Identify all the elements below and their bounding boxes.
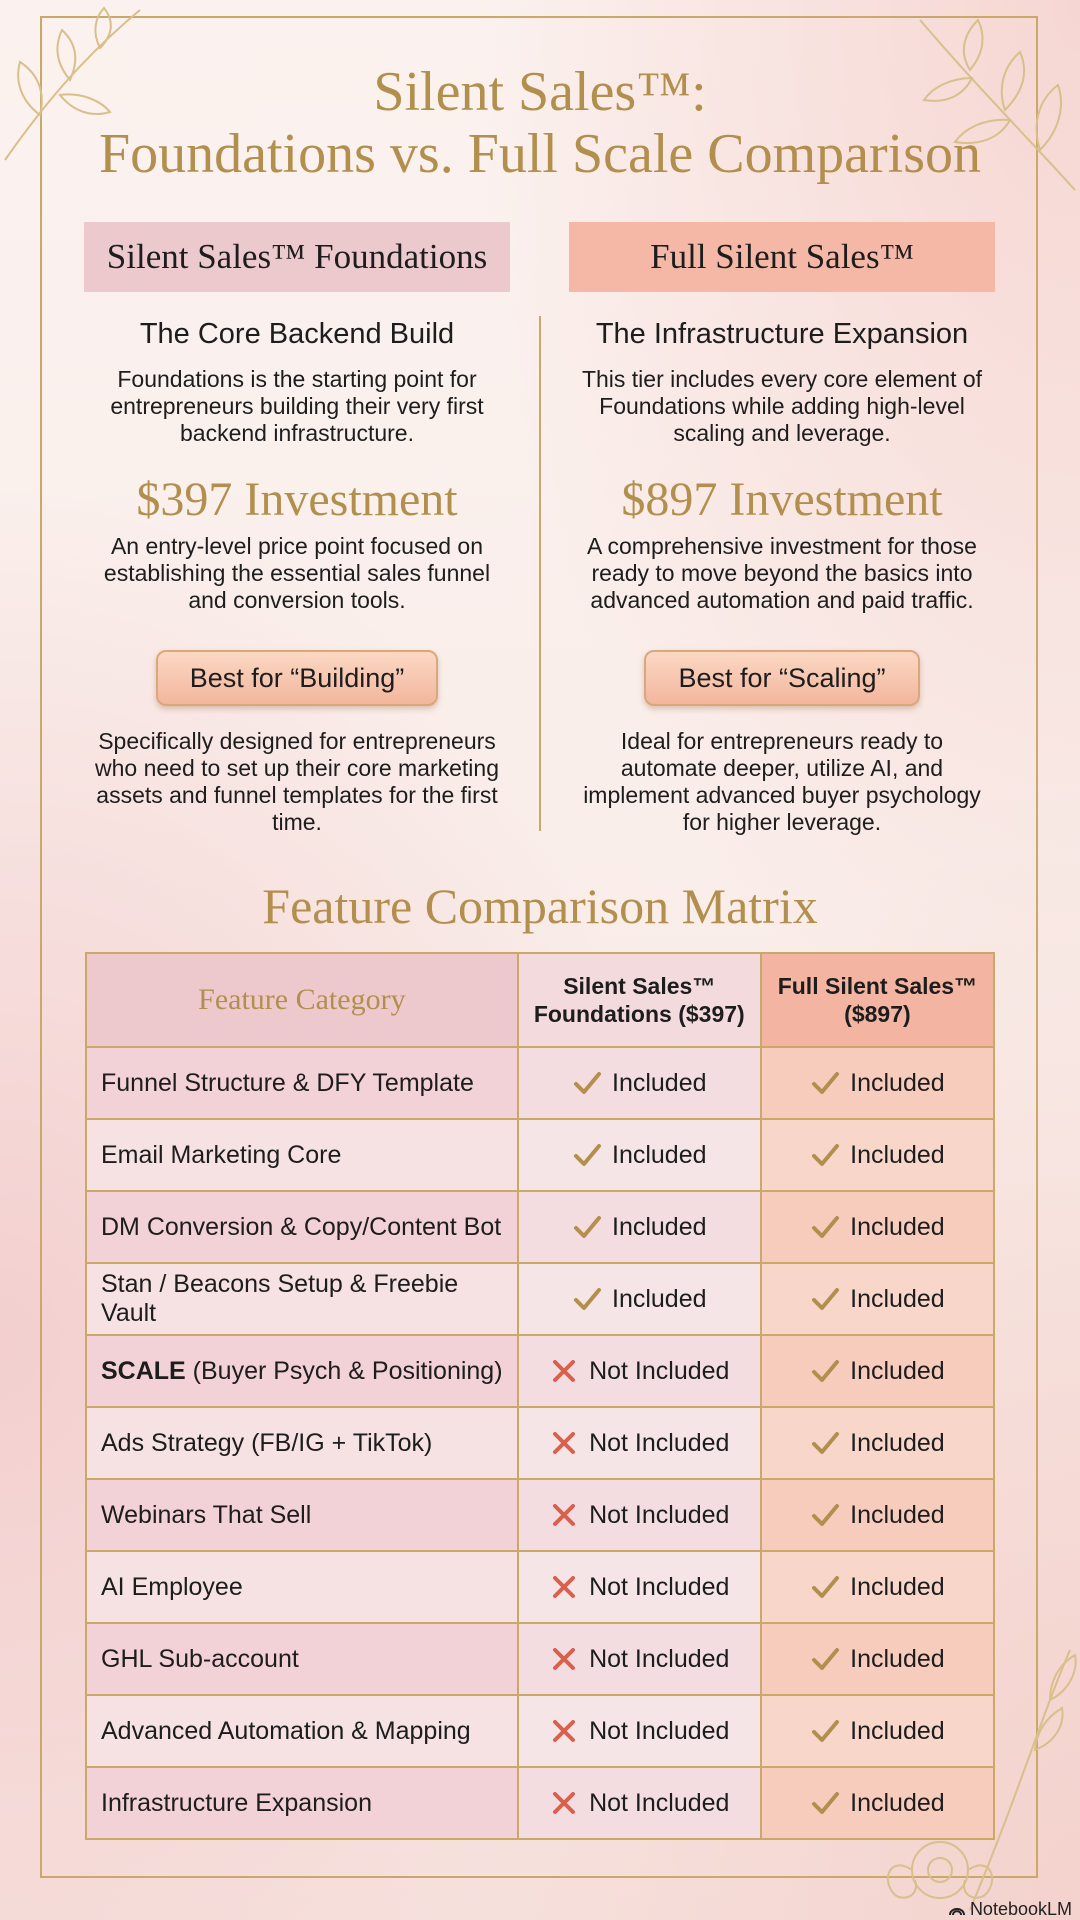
tier-foundations-price: $397 Investment [136, 473, 458, 526]
table-row [86, 1191, 994, 1263]
feature-cell [86, 1479, 518, 1551]
table-row [86, 1767, 994, 1839]
check-icon [572, 1140, 602, 1170]
header-foundations-line1: Silent Sales™ [563, 973, 716, 999]
check-icon [810, 1356, 840, 1386]
full-cell [761, 1623, 994, 1695]
cross-icon [549, 1572, 579, 1602]
foundations-cell [518, 1551, 761, 1623]
tier-full-badge: Best for “Scaling” [644, 650, 919, 706]
page-title-line1: Silent Sales™: [373, 61, 707, 123]
feature-name: DM Conversion & Copy/Content Bot [101, 1212, 502, 1241]
cross-icon [549, 1356, 579, 1386]
foundations-cell [518, 1191, 761, 1263]
foundations-cell [518, 1263, 761, 1335]
foundations-status: Not Included [589, 1572, 730, 1601]
table-row [86, 1479, 994, 1551]
feature-bold-prefix: SCALE [101, 1356, 186, 1385]
table-row [86, 1695, 994, 1767]
feature-cell [86, 1551, 518, 1623]
table-body [86, 1047, 994, 1839]
feature-name: Ads Strategy (FB/IG + TikTok) [101, 1428, 433, 1457]
check-icon [810, 1716, 840, 1746]
full-status: Included [850, 1788, 945, 1817]
feature-cell [86, 1335, 518, 1407]
table-row [86, 1119, 994, 1191]
full-status: Included [850, 1428, 945, 1457]
full-status: Included [850, 1644, 945, 1673]
foundations-status: Not Included [589, 1716, 730, 1745]
check-icon [810, 1572, 840, 1602]
foundations-status: Not Included [589, 1428, 730, 1457]
foundations-cell [518, 1479, 761, 1551]
feature-name: Stan / Beacons Setup & Freebie Vault [101, 1270, 459, 1327]
watermark [948, 1899, 1072, 1920]
header-full [761, 953, 994, 1047]
tier-foundations-badge-description: Specifically designed for entrepreneurs who need to set up their core marketing assets and funnel templates for the first time. [94, 728, 499, 835]
check-icon [810, 1212, 840, 1242]
matrix-title: Feature Comparison Matrix [262, 878, 818, 934]
feature-cell [86, 1191, 518, 1263]
cross-icon [549, 1500, 579, 1530]
full-cell [761, 1407, 994, 1479]
feature-cell [86, 1047, 518, 1119]
tier-foundations-subheading: The Core Backend Build [139, 318, 455, 350]
tier-full [569, 222, 995, 836]
check-icon [572, 1284, 602, 1314]
page-title-line2: Foundations vs. Full Scale Comparison [99, 123, 981, 185]
foundations-cell [518, 1407, 761, 1479]
check-icon [810, 1500, 840, 1530]
check-icon [810, 1788, 840, 1818]
feature-cell [86, 1407, 518, 1479]
table-header-row [86, 953, 994, 1047]
full-cell [761, 1191, 994, 1263]
foundations-status: Included [612, 1284, 707, 1313]
foundations-cell [518, 1335, 761, 1407]
feature-name: AI Employee [101, 1572, 243, 1601]
feature-comparison-table [85, 952, 995, 1840]
feature-cell [86, 1119, 518, 1191]
header-feature-category: Feature Category [86, 953, 518, 1047]
header-foundations [518, 953, 761, 1047]
feature-cell [86, 1695, 518, 1767]
table-row [86, 1263, 994, 1335]
table-row [86, 1623, 994, 1695]
feature-cell [86, 1623, 518, 1695]
full-cell [761, 1767, 994, 1839]
table-row [86, 1407, 994, 1479]
full-status: Included [850, 1716, 945, 1745]
foundations-status: Not Included [589, 1356, 730, 1385]
header-foundations-line2: Foundations ($397) [533, 1001, 745, 1027]
feature-name: Advanced Automation & Mapping [101, 1716, 471, 1745]
full-status: Included [850, 1068, 945, 1097]
table-row [86, 1047, 994, 1119]
feature-name: Infrastructure Expansion [101, 1788, 372, 1817]
tier-full-subheading: The Infrastructure Expansion [595, 318, 969, 350]
full-status: Included [850, 1140, 945, 1169]
tier-full-badge-description: Ideal for entrepreneurs ready to automate deeper, utilize AI, and implement advanced buyer psychology for higher leverage. [583, 728, 981, 835]
cross-icon [549, 1644, 579, 1674]
foundations-status: Not Included [589, 1788, 730, 1817]
table-row [86, 1335, 994, 1407]
foundations-cell [518, 1623, 761, 1695]
feature-name: Funnel Structure & DFY Template [101, 1068, 474, 1097]
foundations-status: Included [612, 1068, 707, 1097]
check-icon [810, 1140, 840, 1170]
full-cell [761, 1335, 994, 1407]
tier-foundations-price-description: An entry-level price point focused on establishing the essential sales funnel and conversion tools. [103, 533, 491, 613]
cross-icon [549, 1788, 579, 1818]
notebooklm-logo-icon [948, 1901, 966, 1919]
feature-cell [86, 1767, 518, 1839]
table-row [86, 1551, 994, 1623]
column-divider [539, 316, 541, 831]
full-cell [761, 1047, 994, 1119]
full-cell [761, 1695, 994, 1767]
foundations-status: Included [612, 1140, 707, 1169]
tier-foundations-title: Silent Sales™ Foundations [84, 222, 510, 292]
full-cell [761, 1119, 994, 1191]
full-cell [761, 1263, 994, 1335]
tier-full-title: Full Silent Sales™ [569, 222, 995, 292]
header-full-line2: ($897) [844, 1001, 911, 1027]
check-icon [810, 1644, 840, 1674]
tier-foundations-badge: Best for “Building” [156, 650, 439, 706]
foundations-cell [518, 1047, 761, 1119]
feature-name: Email Marketing Core [101, 1140, 342, 1169]
foundations-status: Not Included [589, 1644, 730, 1673]
check-icon [810, 1428, 840, 1458]
foundations-cell [518, 1695, 761, 1767]
header-full-line1: Full Silent Sales™ [777, 973, 978, 999]
tier-foundations-description: Foundations is the starting point for entrepreneurs building their very first backend infrastructure. [110, 366, 484, 446]
feature-name: Webinars That Sell [101, 1500, 312, 1529]
tier-full-description: This tier includes every core element of Foundations while adding high-level scaling and leverage. [581, 366, 983, 446]
cross-icon [549, 1428, 579, 1458]
full-status: Included [850, 1212, 945, 1241]
check-icon [810, 1284, 840, 1314]
foundations-status: Included [612, 1212, 707, 1241]
feature-name: GHL Sub-account [101, 1644, 299, 1673]
check-icon [572, 1068, 602, 1098]
check-icon [810, 1068, 840, 1098]
foundations-cell [518, 1767, 761, 1839]
full-cell [761, 1479, 994, 1551]
full-status: Included [850, 1284, 945, 1313]
full-status: Included [850, 1500, 945, 1529]
tier-full-price: $897 Investment [621, 473, 943, 526]
full-status: Included [850, 1356, 945, 1385]
watermark-text: NotebookLM [969, 1899, 1072, 1919]
cross-icon [549, 1716, 579, 1746]
foundations-cell [518, 1119, 761, 1191]
full-cell [761, 1551, 994, 1623]
feature-name: (Buyer Psych & Positioning) [185, 1356, 503, 1385]
check-icon [572, 1212, 602, 1242]
foundations-status: Not Included [589, 1500, 730, 1529]
tier-full-price-description: A comprehensive investment for those ready to move beyond the basics into advanced automation and paid traffic. [587, 533, 977, 613]
full-status: Included [850, 1572, 945, 1601]
feature-cell [86, 1263, 518, 1335]
tier-foundations [84, 222, 510, 836]
